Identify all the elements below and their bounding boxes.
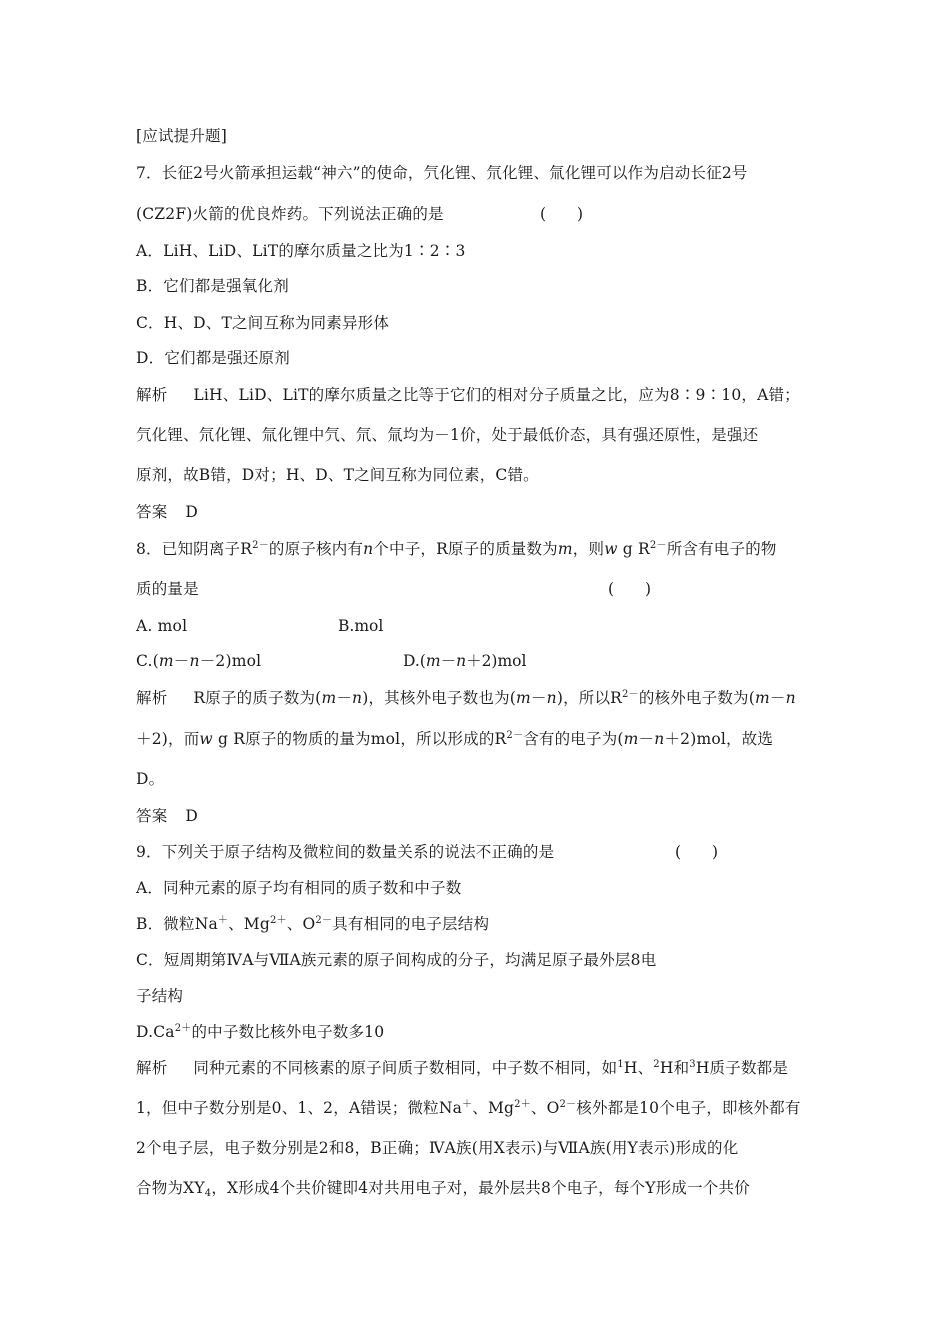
- q8-analysis-line-1: 解析 R原子的质子数为(m－n)，其核外电子数也为(m－n)，所以$R^{2-}$的核外电子数为(m－n: [136, 689, 796, 707]
- q9-option-c-line-2: 子结构: [136, 987, 184, 1005]
- q9-option-d: $D.Ca^{2+}$的中子数比核外电子数多10: [136, 1023, 385, 1041]
- answer-label: 答案: [136, 807, 168, 825]
- q7-option-a: A．LiH、LiD、LiT的摩尔质量之比为1∶2∶3: [136, 242, 466, 260]
- analysis-label: 解析: [136, 386, 168, 404]
- section-heading: [应试提升题]: [136, 127, 227, 145]
- q7-answer: 答案 D: [136, 503, 199, 521]
- q7-analysis-line-3: 原剂，故B错，D对；H、D、T之间互称为同位素，C错。: [136, 466, 539, 484]
- q7-analysis-line-2: 氕化锂、氘化锂、氚化锂中氕、氘、氚均为－1价，处于最低价态，具有强还原性，是强还: [136, 426, 759, 444]
- q8-stem-line-1: 8．已知阴离子$R^{2-}$的原子核内有n个中子，R原子的质量数为m，则w g $R^{2-}$所含有电子的物: [136, 540, 777, 558]
- q9-option-b: B．微粒Na＋、$Mg^{2+}$、$O^{2-}$具有相同的电子层结构: [136, 915, 490, 933]
- q7-stem-line-2: (CZ2F)火箭的优良炸药。下列说法正确的是: [136, 205, 444, 223]
- q7-option-c: C．H、D、T之间互称为同素异形体: [136, 314, 390, 332]
- q8-analysis-line-2: ＋2)，而w g R原子的物质的量为mol，所以形成的$R^{2-}$含有的电子为(m－n＋2)mol，故选: [136, 730, 774, 748]
- q8-answer-blank: ( ): [608, 580, 652, 598]
- q8-option-b: B.mol: [338, 617, 384, 635]
- q7-analysis-line-1: 解析 LiH、LiD、LiT的摩尔质量之比等于它们的相对分子质量之比，应为8∶9∶10，A错；: [136, 386, 800, 404]
- q8-option-c: C.(m－n－2)mol: [136, 652, 262, 670]
- analysis-label: 解析: [136, 689, 168, 707]
- q9-analysis-line-2: 1，但中子数分别是0、1、2，A错误；微粒Na＋、$Mg^{2+}$、$O^{2-}$核外都是10个电子，即核外都有: [136, 1099, 801, 1117]
- analysis-label: 解析: [136, 1059, 168, 1077]
- q8-option-d: D.(m－n＋2)mol: [403, 652, 527, 670]
- q7-option-d: D．它们都是强还原剂: [136, 349, 290, 367]
- q7-answer-blank: ( ): [540, 205, 584, 223]
- q9-analysis-line-1: 解析 同种元素的不同核素的原子间质子数相同，中子数不相同，如$^1$H、$^2$H和$^3$H质子数都是: [136, 1059, 789, 1077]
- q9-analysis-line-3: 2个电子层，电子数分别是2和8，B正确；ⅣA族(用X表示)与ⅦA族(用Y表示)形成的化: [136, 1139, 739, 1157]
- answer-label: 答案: [136, 503, 168, 521]
- q9-analysis-line-4: 合物为$XY_4$，X形成4个共价键即4对共用电子对，最外层共8个电子，每个Y形成一个共价: [136, 1179, 750, 1199]
- q8-answer: 答案 D: [136, 807, 199, 825]
- q9-stem: 9．下列关于原子结构及微粒间的数量关系的说法不正确的是: [136, 843, 555, 861]
- q9-option-c-line-1: C．短周期第ⅣA与ⅦA族元素的原子间构成的分子，均满足原子最外层8电: [136, 951, 657, 969]
- q7-option-b: B．它们都是强氧化剂: [136, 277, 289, 295]
- q9-option-a: A．同种元素的原子均有相同的质子数和中子数: [136, 879, 462, 897]
- q8-option-a: A. mol: [136, 617, 188, 635]
- q8-analysis-line-3: D。: [136, 770, 165, 788]
- q9-answer-blank: ( ): [675, 843, 719, 861]
- q7-stem-line-1: 7．长征2号火箭承担运载“神六”的使命，氕化锂、氘化锂、氚化锂可以作为启动长征2号: [136, 164, 748, 182]
- q8-stem-line-2: 质的量是: [136, 580, 199, 598]
